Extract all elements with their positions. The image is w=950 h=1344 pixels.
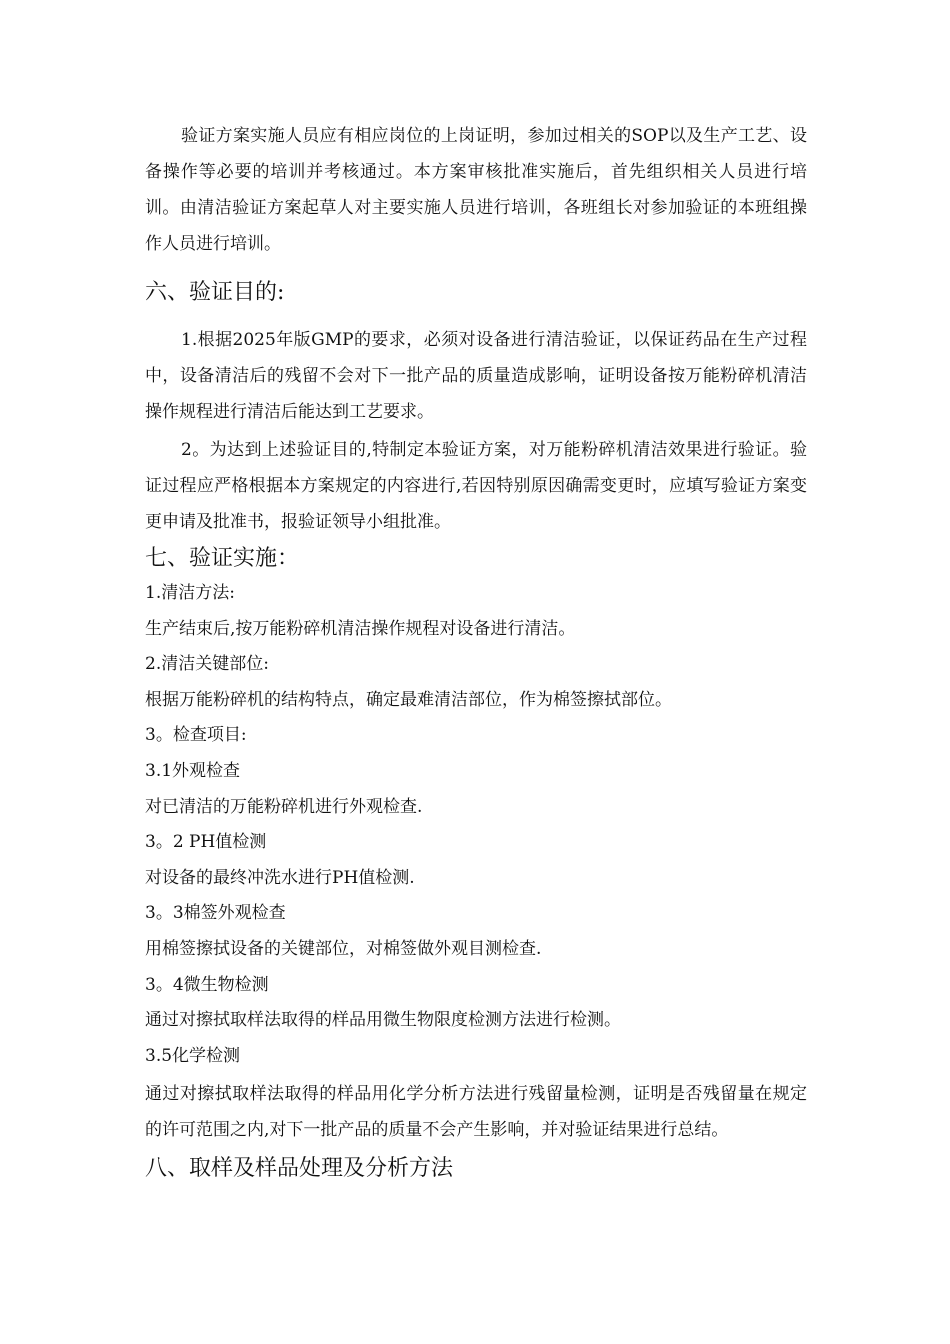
list-item: 对设备的最终冲洗水进行PH值检测. [145, 867, 415, 888]
list-item: 3。3棉签外观检查 [145, 903, 286, 924]
section-8-heading: 八、取样及样品处理及分析方法 [145, 1156, 454, 1182]
list-item: 生产结束后,按万能粉碎机清洁操作规程对设备进行清洁。 [145, 618, 576, 639]
section-6-heading: 六、验证目的: [145, 280, 285, 305]
list-item: 用棉签擦拭设备的关键部位，对棉签做外观目测检查. [145, 938, 542, 959]
list-item: 2.清洁关键部位: [145, 654, 269, 675]
list-item: 3.1外观检查 [145, 760, 241, 781]
list-item: 3。检查项目: [145, 725, 247, 746]
list-item: 通过对擦拭取样法取得的样品用微生物限度检测方法进行检测。 [145, 1010, 621, 1031]
section-7-heading: 七、验证实施： [145, 546, 300, 571]
section-6-paragraph-2: 2。为达到上述验证目的,特制定本验证方案，对万能粉碎机清洁效果进行验证。验证过程应严格根据本方案规定的内容进行,若因特别原因确需变更时，应填写验证方案变更申请及批准书，报验证领导小组批准。 [145, 440, 807, 532]
list-item: 3。2 PH值检测 [145, 832, 267, 853]
document-page [145, 118, 807, 1184]
list-item: 3.5化学检测 [145, 1045, 241, 1066]
intro-paragraph: 验证方案实施人员应有相应岗位的上岗证明，参加过相关的SOP以及生产工艺、设备操作等必要的培训并考核通过。本方案审核批准实施后，首先组织相关人员进行培训。由清洁验证方案起草人对主要实施人员进行培训，各班组长对参加验证的本班组操作人员进行培训。 [145, 126, 807, 254]
section-7-items [145, 576, 807, 1074]
section-7-final-paragraph: 通过对擦拭取样法取得的样品用化学分析方法进行残留量检测，证明是否残留量在规定的许可范围之内,对下一批产品的质量不会产生影响，并对验证结果进行总结。 [145, 1084, 807, 1141]
list-item: 对已清洁的万能粉碎机进行外观检查. [145, 796, 423, 817]
list-item: 3。4微生物检测 [145, 974, 269, 995]
section-6-paragraph-1: 1.根据2025年版GMP的要求，必须对设备进行清洁验证，以保证药品在生产过程中，设备清洁后的残留不会对下一批产品的质量造成影响，证明设备按万能粉碎机清洁操作规程进行清洁后能达到工艺要求。 [145, 330, 807, 422]
list-item: 1.清洁方法: [145, 583, 235, 603]
list-item: 根据万能粉碎机的结构特点，确定最难清洁部位，作为棉签擦拭部位。 [145, 689, 672, 710]
